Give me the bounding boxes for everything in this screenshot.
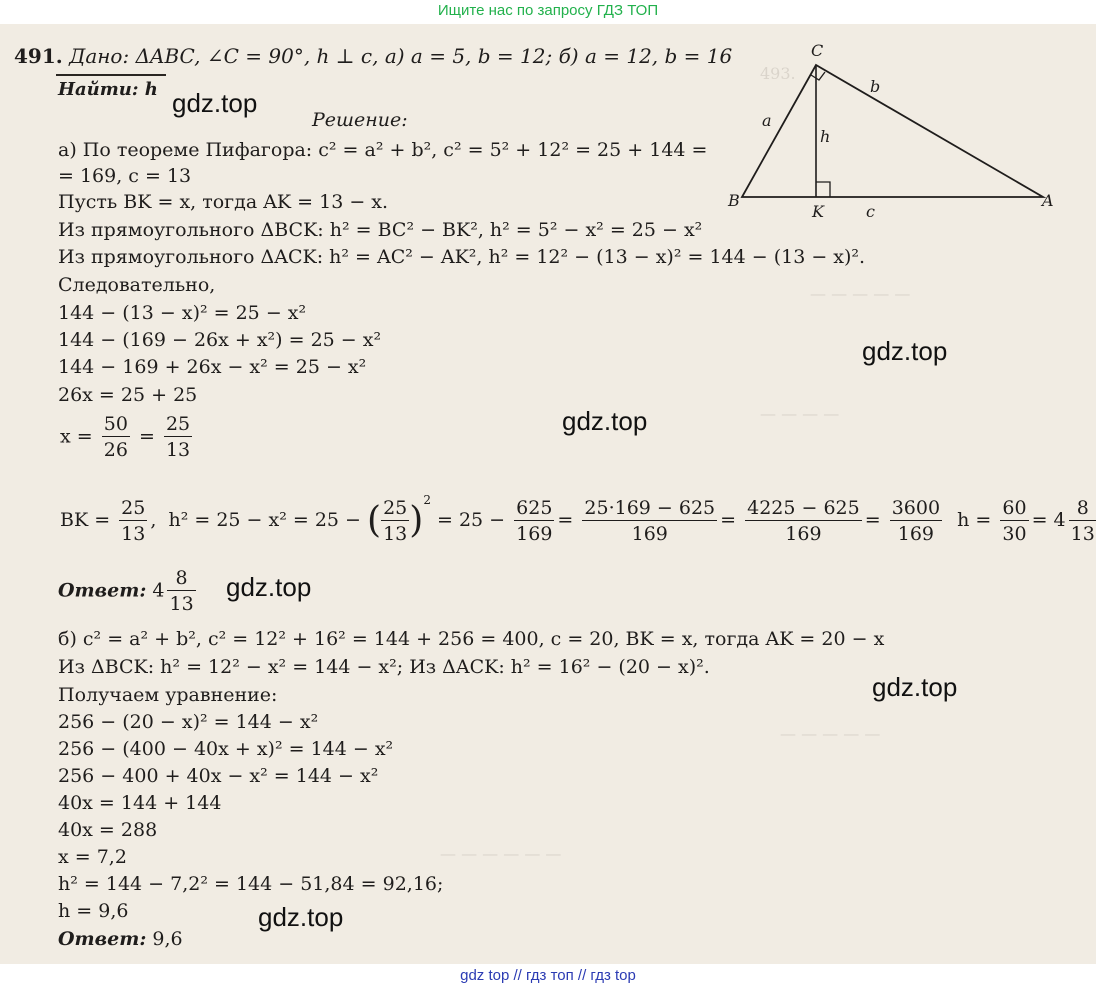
height-h-label: h — [820, 127, 831, 146]
fraction-4225-625: $\frac{4225 - 625}{169}$ — [747, 496, 860, 545]
side-c-label: c — [866, 202, 875, 221]
solution-heading: Решение: — [312, 109, 408, 131]
vertex-a-label: A — [1042, 191, 1054, 210]
answer-a-fraction: $\frac{8}{13}$ — [169, 567, 194, 615]
fraction-25-13: $\frac{25}{13}$ — [165, 413, 191, 461]
bk-fraction: $\frac{25}{13}$ — [121, 496, 146, 545]
x-fraction-line — [60, 412, 195, 463]
paren-open: ( — [367, 500, 382, 541]
part-a-line-2: = 169, c = 13 — [58, 165, 192, 187]
problem-given: Дано: ΔABC, ∠C = 90°, h ⊥ c, а) a = 5, b = 12; б) a = 12, b = 16 — [69, 44, 733, 68]
fraction-25x169-625: $\frac{25\cdot 169 - 625}{169}$ — [584, 496, 716, 545]
equals-sign: = — [138, 425, 155, 448]
part-a-line-4: Из прямоугольного ΔBCK: h² = BC² − BK², h² = 5² − x² = 25 − x² — [58, 219, 703, 241]
vertex-b-label: B — [728, 191, 740, 210]
whole-part: = 4 — [1031, 509, 1066, 531]
paren-close: ) — [409, 500, 424, 541]
part-b-line-3: Получаем уравнение: — [58, 684, 278, 706]
part-b-line-8: 40x = 288 — [58, 819, 158, 841]
part-a-line-6: Следовательно, — [58, 274, 216, 296]
part-b-line-4: 256 − (20 − x)² = 144 − x² — [58, 711, 319, 733]
scanned-page — [0, 24, 1096, 964]
bleed-through-text: — — — — — — [810, 284, 911, 303]
answer-b-label: Ответ: — [58, 928, 147, 950]
part-a-line-3: Пусть BK = x, тогда AK = 13 − x. — [58, 191, 389, 213]
part-a-line-9: 144 − 169 + 26x − x² = 25 − x² — [58, 356, 367, 378]
bleed-through-text: — — — — — — — [440, 844, 562, 863]
watermark: gdz.top — [862, 336, 948, 366]
part-b-line-9: x = 7,2 — [58, 846, 127, 868]
part-b-line-5: 256 − (400 − 40x + x)² = 144 − x² — [58, 738, 394, 760]
answer-b — [58, 927, 183, 951]
right-angle-mark-c — [811, 72, 825, 80]
bleed-through-text: — — — — — — [780, 724, 881, 743]
part-a-line-10: 26x = 25 + 25 — [58, 384, 198, 406]
part-b-line-1: б) c² = a² + b², c² = 12² + 16² = 144 + 256 = 400, c = 20, BK = x, тогда AK = 20 − x — [58, 628, 885, 650]
problem-header — [14, 44, 732, 68]
part-b-line-10: h² = 144 − 7,2² = 144 − 51,84 = 92,16; — [58, 873, 444, 895]
answer-a-whole: 4 — [152, 579, 165, 602]
fraction-625-169: $\frac{625}{169}$ — [516, 496, 553, 545]
answer-b-value: 9,6 — [152, 928, 183, 950]
answer-a — [58, 566, 199, 617]
part-a-line-5: Из прямоугольного ΔACK: h² = AC² − AK², h² = 12² − (13 − x)² = 144 − (13 − x)². — [58, 246, 866, 268]
bk-computation-line: BK = $\frac{25}{13}$ , h² = 25 − x² = 25 − ( $\frac{25}{13}$ )$^2$ = 25 − $\frac{625}{169}$ = $\frac{25\cdot 169 - 625}{169}$ = $\frac{4225 - 625}{169}$ = $\frac{3600}{169}$ h = $\frac{60}{30}$ = 4 $\frac{8}{13}$ — [60, 493, 1095, 545]
paren-fraction: $\frac{25}{13}$ — [383, 496, 408, 545]
watermark: gdz.top — [226, 572, 312, 602]
bleed-through-text: 493. — [760, 64, 796, 83]
bk-label: BK = — [60, 509, 111, 531]
answer-a-label: Ответ: — [58, 579, 147, 602]
watermark: gdz.top — [562, 406, 648, 436]
fraction-8-13: $\frac{8}{13}$ — [1070, 496, 1095, 545]
watermark: gdz.top — [258, 902, 344, 932]
divider — [56, 74, 166, 76]
part-b-line-2: Из ΔBCK: h² = 12² − x² = 144 − x²; Из ΔACK: h² = 16² − (20 − x)². — [58, 656, 710, 678]
top-banner[interactable]: Ищите нас по запросу ГДЗ ТОП — [0, 0, 1096, 24]
square-exponent: 2 — [423, 493, 431, 507]
right-angle-mark-k — [816, 182, 830, 197]
fraction-60-30: $\frac{60}{30}$ — [1002, 496, 1027, 545]
x-lhs: x = — [60, 425, 93, 448]
problem-number: 491. — [14, 44, 63, 68]
part-a-line-8: 144 − (169 − 26x + x²) = 25 − x² — [58, 329, 382, 351]
part-a-line-1: а) По теореме Пифагора: c² = a² + b², c² = 5² + 12² = 25 + 144 = — [58, 139, 708, 161]
bottom-banner[interactable]: gdz top // гдз топ // гдз top — [0, 964, 1096, 990]
part-a-line-7: 144 − (13 − x)² = 25 − x² — [58, 302, 307, 324]
side-a-label: a — [762, 111, 772, 130]
point-k-label: K — [812, 202, 824, 221]
triangle-figure — [720, 34, 1070, 229]
triangle-abc — [742, 65, 1043, 197]
fraction-50-26: $\frac{50}{26}$ — [103, 413, 128, 461]
fraction-3600-169: $\frac{3600}{169}$ — [891, 496, 941, 545]
part-b-line-6: 256 − 400 + 40x − x² = 144 − x² — [58, 765, 379, 787]
part-b-line-11: h = 9,6 — [58, 900, 129, 922]
part-b-line-7: 40x = 144 + 144 — [58, 792, 222, 814]
watermark: gdz.top — [172, 88, 258, 118]
watermark: gdz.top — [872, 672, 958, 702]
h-equals: h = — [957, 509, 992, 531]
vertex-c-label: C — [811, 41, 824, 60]
bleed-through-text: — — — — — [760, 404, 840, 423]
eq-25-minus: = 25 − — [437, 509, 506, 531]
h2-expression: h² = 25 − x² = 25 − — [168, 509, 361, 531]
side-b-label: b — [870, 77, 881, 96]
problem-find: Найти: h — [58, 79, 158, 100]
